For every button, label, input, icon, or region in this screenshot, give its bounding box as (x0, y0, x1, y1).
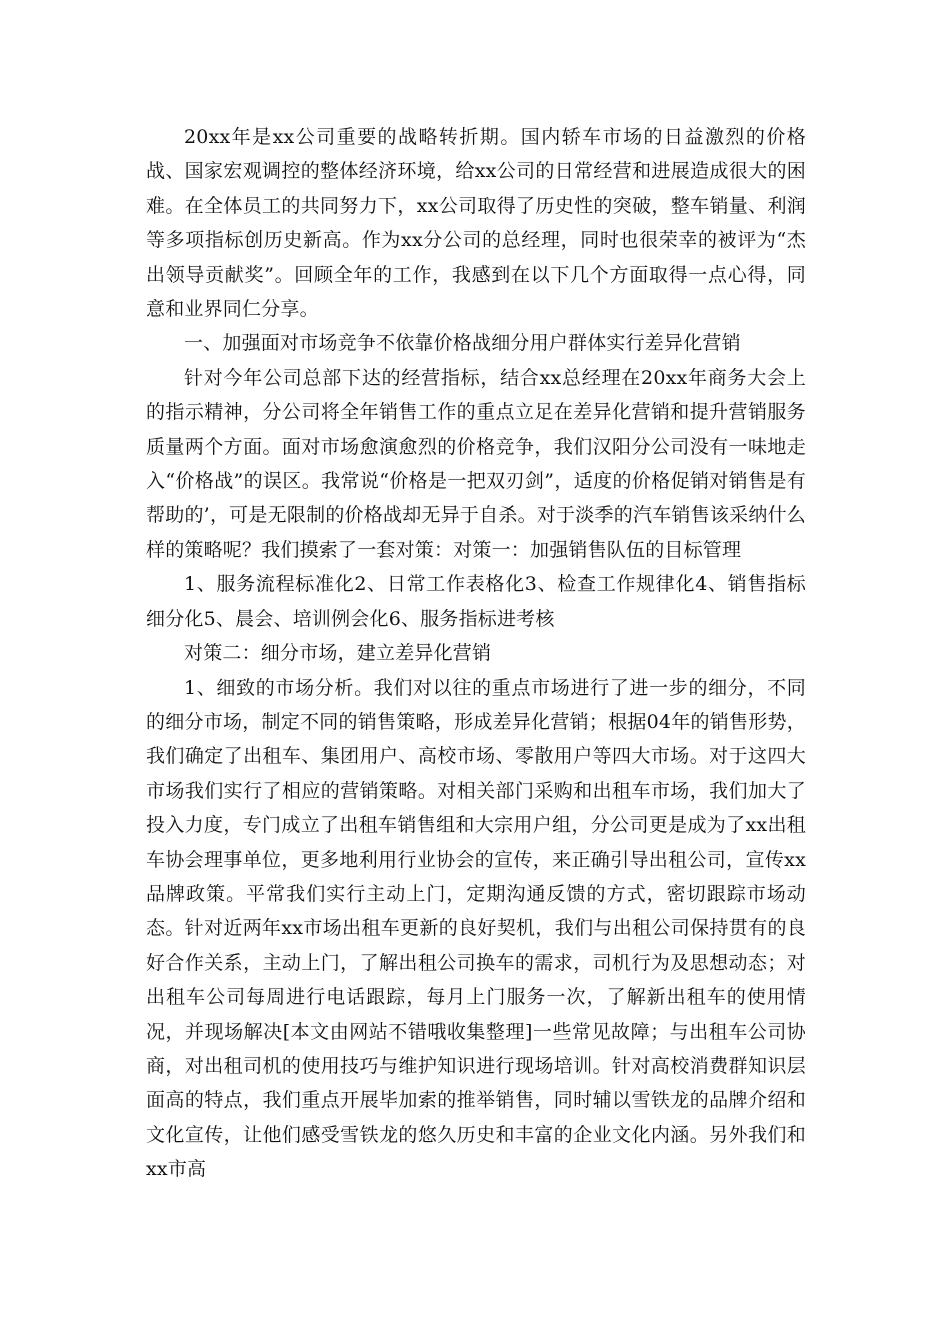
measures-list-paragraph: 1、服务流程标准化2、日常工作表格化3、检查工作规律化4、销售指标细分化5、晨会、培训例会化6、服务指标进考核 (146, 573, 806, 630)
document-body (146, 120, 806, 1187)
intro-paragraph: 20xx年是xx公司重要的战略转折期。国内轿车市场的日益激烈的价格战、国家宏观调控的整体经济环境，给xx公司的日常经营和进展造成很大的困难。在全体员工的共同努力下，xx公司取得了历史性的突破，整车销量、利润等多项指标创历史新高。作为xx分公司的总经理，同时也很荣幸的被评为“杰出领导贡献奖”。回顾全年的工作，我感到在以下几个方面取得一点心得，同意和业界同仁分享。 (146, 126, 806, 321)
section-heading-1: 一、加强面对市场竞争不依靠价格战细分用户群体实行差异化营销 (184, 332, 741, 355)
strategy-paragraph: 针对今年公司总部下达的经营指标，结合xx总经理在20xx年商务大会上的指示精神，分公司将全年销售工作的重点立足在差异化营销和提升营销服务质量两个方面。面对市场愈演愈烈的价格竞争，我们汉阳分公司没有一味地走入“价格战”的误区。我常说“价格是一把双刃剑”，适度的价格促销对销售是有帮助的’，可是无限制的价格战却无异于自杀。对于淡季的汽车销售该采纳什么样的策略呢？我们摸索了一套对策：对策一：加强销售队伍的目标管理 (146, 366, 806, 561)
countermeasure-2-heading: 对策二：细分市场，建立差异化营销 (184, 642, 492, 665)
market-analysis-paragraph: 1、细致的市场分析。我们对以往的重点市场进行了进一步的细分，不同的细分市场，制定不同的销售策略，形成差异化营销；根据04年的销售形势，我们确定了出租车、集团用户、高校市场、零散用户等四大市场。对于这四大市场我们实行了相应的营销策略。对相关部门采购和出租车市场，我们加大了投入力度，专门成立了出租车销售组和大宗用户组，分公司更是成为了xx出租车协会理事单位，更多地利用行业协会的宣传，来正确引导出租公司，宣传xx品牌政策。平常我们实行主动上门，定期沟通反馈的方式，密切跟踪市场动态。针对近两年xx市场出租车更新的良好契机，我们与出租公司保持贯有的良好合作关系，主动上门，了解出租公司换车的需求，司机行为及思想动态；对出租车公司每周进行电话跟踪，每月上门服务一次，了解新出租车的使用情况，并现场解决[本文由网站不错哦收集整理]一些常见故障；与出租车公司协商，对出租司机的使用技巧与维护知识进行现场培训。针对高校消费群知识层面高的特点，我们重点开展毕加索的推举销售，同时辅以雪铁龙的品牌介绍和文化宣传，让他们感受雪铁龙的悠久历史和丰富的企业文化内涵。另外我们和xx市高 (146, 676, 806, 1181)
